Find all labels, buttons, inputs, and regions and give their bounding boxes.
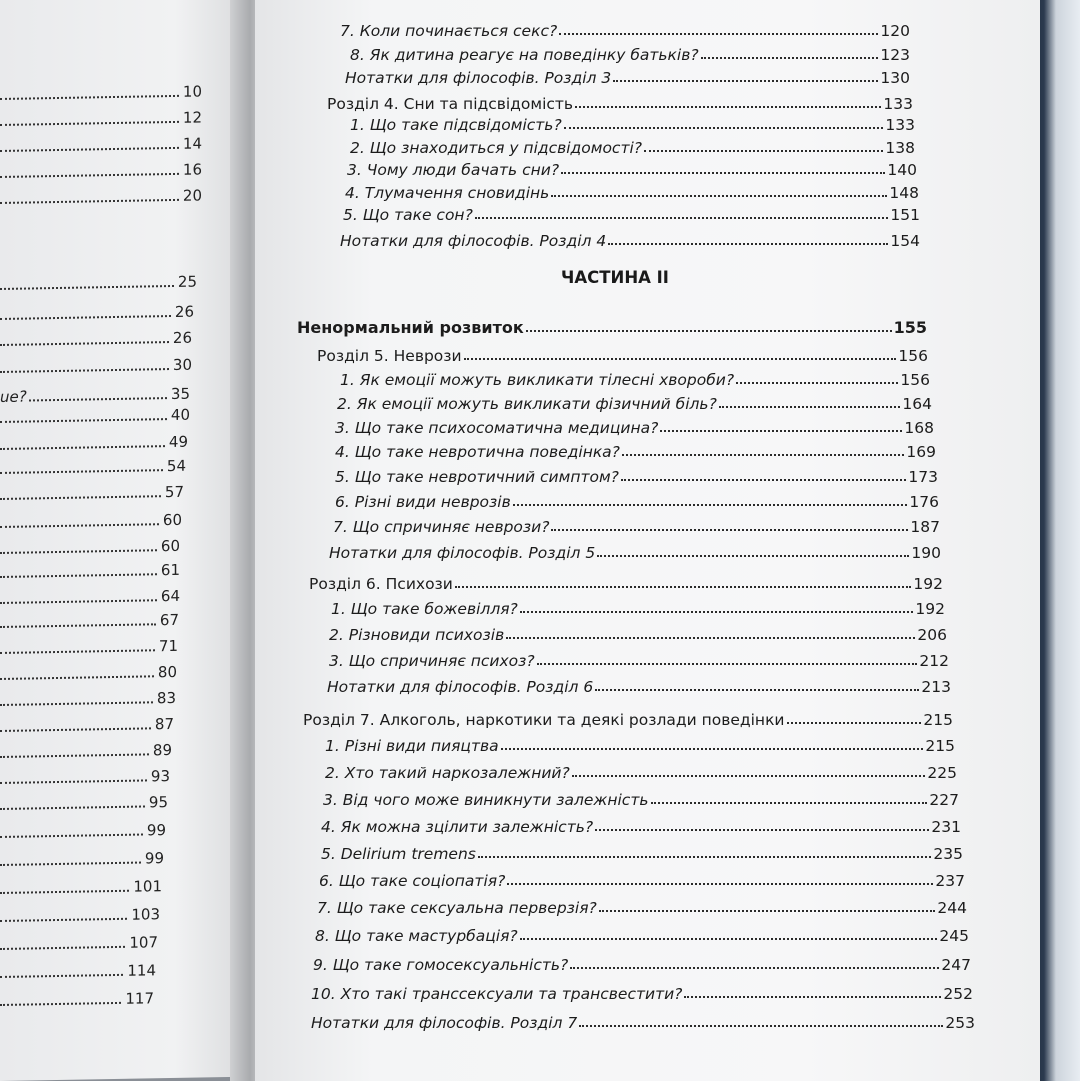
toc-entry-title: 7. Що спричиняє неврози? — [333, 518, 550, 536]
toc-entry-title: 4. Як можна зцілити залежність? — [321, 818, 594, 836]
left-toc-entry-page: 16 — [182, 160, 202, 179]
toc-entry — [325, 731, 955, 755]
left-toc-entry-page: 87 — [154, 714, 174, 734]
leader-dots — [599, 910, 936, 912]
toc-entry-title: Розділ 5. Неврози — [317, 347, 462, 365]
left-toc-entry — [0, 325, 192, 350]
toc-entry-title: Нотатки для філософів. Розділ 7 — [311, 1014, 578, 1032]
left-toc-entry — [0, 929, 158, 954]
left-toc-entry — [0, 130, 202, 156]
toc-entry-title: 4. Тлумачення сновидінь — [345, 184, 550, 202]
toc-entry — [335, 413, 934, 437]
toc-entry — [333, 512, 940, 536]
leader-dots — [0, 315, 171, 320]
toc-entry-title: Нотатки для філософів. Розділ 6 — [327, 678, 594, 696]
left-page — [0, 0, 250, 1081]
toc-entry-title: 2. Що знаходиться у підсвідомості? — [350, 139, 643, 157]
toc-entry-title: 10. Хто такі транссексуали та трансвестити? — [311, 985, 683, 1003]
leader-dots — [0, 805, 145, 810]
toc-entry-page: 130 — [880, 69, 910, 87]
left-toc-entry — [0, 711, 174, 736]
left-toc-entry — [0, 901, 160, 926]
toc-entry-title: Розділ 6. Психози — [309, 575, 453, 593]
toc-entry — [317, 341, 928, 365]
toc-entry-title: 5. Delirium tremens — [321, 845, 476, 863]
leader-dots — [464, 358, 897, 360]
left-toc-entry-page: 60 — [162, 510, 182, 530]
leader-dots — [455, 586, 912, 588]
leader-dots — [0, 121, 179, 126]
leader-dots — [0, 946, 125, 950]
toc-entry-page: 244 — [937, 899, 967, 917]
leader-dots — [0, 675, 154, 680]
toc-entry — [311, 979, 973, 1003]
toc-entry — [335, 487, 939, 511]
toc-entry — [329, 620, 947, 644]
toc-entry-title: 2. Різновиди психозів — [329, 626, 505, 644]
toc-entry — [345, 178, 919, 202]
left-toc-entry-page: 117 — [125, 989, 154, 1008]
left-toc-entry — [0, 789, 168, 814]
toc-entry-title: Розділ 7. Алкоголь, наркотики та деякі розлади поведінки — [303, 711, 785, 729]
leader-dots — [0, 95, 179, 100]
toc-entry-page: 133 — [883, 95, 913, 113]
toc-entry-title: 1. Що таке підсвідомість? — [350, 116, 562, 134]
left-toc-entry — [0, 737, 172, 762]
left-toc-entry — [0, 182, 202, 208]
toc-entry — [323, 785, 959, 809]
leader-dots — [551, 195, 887, 197]
toc-entry-title: 3. Від чого може виникнути залежність — [323, 791, 649, 809]
toc-entry — [340, 365, 930, 389]
left-toc-entry — [0, 78, 202, 104]
toc-entry-title: 3. Чому люди бачать сни? — [347, 161, 560, 179]
left-toc-entry — [0, 429, 188, 454]
left-toc-entry — [0, 957, 156, 982]
leader-dots — [579, 1025, 943, 1027]
left-toc-entry-page: 107 — [129, 933, 158, 952]
leader-dots — [0, 418, 167, 423]
left-toc-entry-page: 71 — [158, 636, 178, 656]
leader-dots — [537, 663, 918, 665]
leader-dots — [0, 890, 129, 894]
toc-entry-page: 247 — [941, 956, 971, 974]
toc-entry — [303, 705, 953, 729]
toc-entry — [297, 313, 927, 337]
leader-dots — [0, 1002, 121, 1006]
toc-entry-title: 7. Що таке сексуальна перверзія? — [317, 899, 597, 917]
toc-entry-page: 235 — [933, 845, 963, 863]
leader-dots — [660, 430, 902, 432]
leader-dots — [513, 504, 908, 506]
toc-entry-title: 8. Як дитина реагує на поведінку батьків? — [350, 46, 699, 64]
toc-entry-page: 190 — [911, 544, 941, 562]
left-toc-entry — [0, 557, 180, 582]
toc-entry-title: 7. Коли починається секс? — [340, 22, 558, 40]
left-toc-entry — [0, 685, 176, 710]
leader-dots — [570, 967, 939, 969]
toc-entry-title: Нотатки для філософів. Розділ 3 — [345, 69, 612, 87]
leader-dots — [0, 368, 169, 373]
leader-dots — [0, 918, 127, 922]
left-toc-entry-page: 114 — [127, 961, 156, 980]
toc-entry-page: 156 — [900, 371, 930, 389]
left-toc-entry-page: 40 — [170, 405, 190, 425]
left-toc-entry-page: 49 — [168, 432, 188, 452]
leader-dots — [595, 689, 919, 691]
left-toc-entry-page: 14 — [182, 134, 202, 153]
left-toc-entry-page: 103 — [131, 905, 160, 924]
toc-entry-page: 133 — [885, 116, 915, 134]
leader-dots — [0, 779, 147, 784]
leader-dots — [0, 469, 163, 474]
left-toc-entry-page: 12 — [182, 108, 202, 127]
leader-dots — [684, 996, 941, 998]
toc-entry — [347, 155, 917, 179]
leader-dots — [572, 775, 926, 777]
toc-entry-title: 6. Різні види неврозів — [335, 493, 511, 511]
toc-entry — [313, 950, 971, 974]
leader-dots — [0, 649, 155, 654]
left-toc-entry — [0, 352, 192, 377]
leader-dots — [597, 555, 909, 557]
toc-entry-title: Розділ 4. Сни та підсвідомість — [327, 95, 574, 113]
toc-entry-page: 156 — [898, 347, 928, 365]
leader-dots — [475, 217, 889, 219]
leader-dots — [0, 445, 165, 450]
leader-dots — [613, 80, 878, 82]
left-toc-entry — [0, 763, 170, 788]
leader-dots — [0, 523, 159, 528]
toc-entry-title: Нотатки для філософів. Розділ 5 — [329, 544, 596, 562]
toc-entry-page: 206 — [917, 626, 947, 644]
left-toc-entry-page: 26 — [172, 328, 192, 347]
toc-entry-page: 192 — [915, 600, 945, 618]
leader-dots — [0, 623, 156, 628]
toc-entry — [343, 200, 920, 224]
toc-entry-page: 169 — [906, 443, 936, 461]
toc-entry-page: 154 — [890, 232, 920, 250]
toc-entry — [329, 538, 941, 562]
left-toc-entry — [0, 845, 164, 870]
left-toc-entry — [0, 479, 184, 504]
leader-dots — [520, 938, 938, 940]
toc-entry — [350, 40, 910, 64]
toc-entry-page: 245 — [939, 927, 969, 945]
leader-dots — [0, 834, 143, 838]
leader-dots — [0, 573, 157, 578]
left-toc-entry-page: 64 — [160, 586, 180, 606]
left-toc-entry-page: 101 — [133, 877, 162, 896]
toc-entry-title: 1. Як емоції можуть викликати тілесні хвороби? — [340, 371, 735, 389]
toc-entry — [345, 63, 910, 87]
toc-entry-page: 213 — [921, 678, 951, 696]
leader-dots — [507, 883, 933, 885]
toc-entry-page: 173 — [908, 468, 938, 486]
part-heading: ЧАСТИНА II — [561, 268, 669, 287]
toc-entry — [325, 758, 957, 782]
toc-entry — [321, 839, 963, 863]
toc-entry-title: 3. Що таке психосоматична медицина? — [335, 419, 659, 437]
leader-dots — [0, 727, 151, 732]
toc-entry-page: 187 — [910, 518, 940, 536]
left-toc-entry — [0, 633, 178, 658]
left-toc-entry-page: 26 — [174, 302, 194, 321]
leader-dots — [561, 172, 885, 174]
toc-entry-page: 168 — [904, 419, 934, 437]
toc-entry-page: 215 — [925, 737, 955, 755]
toc-entry-page: 164 — [902, 395, 932, 413]
leader-dots — [559, 33, 878, 35]
leader-dots — [622, 454, 904, 456]
toc-entry-page: 212 — [919, 652, 949, 670]
toc-entry-title: 5. Що таке сон? — [343, 206, 473, 224]
left-toc-entry — [0, 402, 190, 427]
right-page — [255, 0, 1040, 1081]
leader-dots — [0, 599, 157, 604]
leader-dots — [736, 382, 898, 384]
leader-dots — [0, 701, 153, 706]
toc-entry-page: 140 — [887, 161, 917, 179]
left-toc-entry-page: 95 — [148, 793, 168, 812]
leader-dots — [701, 57, 879, 59]
toc-entry — [327, 672, 951, 696]
leader-dots — [0, 173, 179, 178]
left-toc-entry — [0, 299, 194, 324]
toc-entry-title: 1. Різні види пияцтва — [325, 737, 499, 755]
toc-entry — [309, 569, 943, 593]
toc-entry — [329, 646, 949, 670]
left-toc-entry-page: 57 — [164, 482, 184, 502]
left-toc-entry-page: 60 — [160, 536, 180, 556]
left-toc-entry-page: 99 — [146, 821, 166, 840]
left-toc-entry-page: 20 — [182, 186, 202, 205]
leader-dots — [0, 862, 141, 866]
left-toc-entry-page: 35 — [170, 384, 190, 404]
left-toc-entry — [0, 533, 180, 558]
left-toc-entry — [0, 104, 202, 130]
leader-dots — [651, 802, 928, 804]
leader-dots — [0, 753, 149, 758]
toc-entry-page: 237 — [935, 872, 965, 890]
leader-dots — [0, 285, 174, 290]
left-toc-entry-page: 61 — [160, 560, 180, 580]
left-toc-entry-page: 93 — [150, 767, 170, 786]
toc-entry-title: 2. Як емоції можуть викликати фізичний біль? — [337, 395, 717, 413]
toc-entry — [350, 110, 915, 134]
left-toc-entry-page: 25 — [177, 272, 197, 291]
toc-entry-title: 4. Що таке невротична поведінка? — [335, 443, 620, 461]
toc-entry — [340, 16, 910, 40]
left-toc-entry — [0, 873, 162, 898]
leader-dots — [644, 150, 883, 152]
left-toc-entry — [0, 156, 202, 182]
toc-entry-title: 3. Що спричиняє психоз? — [329, 652, 535, 670]
toc-entry-title: 6. Що таке соціопатія? — [319, 872, 506, 890]
toc-entry — [311, 1008, 975, 1032]
toc-entry-title: Нотатки для філософів. Розділ 4 — [340, 232, 607, 250]
toc-entry — [335, 462, 938, 486]
left-toc-entry-title: ue? — [0, 387, 27, 406]
toc-entry-page: 151 — [890, 206, 920, 224]
left-toc-entry-page: 54 — [166, 456, 186, 476]
left-toc-entry — [0, 269, 197, 294]
toc-entry-page: 231 — [931, 818, 961, 836]
toc-entry-page: 192 — [913, 575, 943, 593]
toc-entry-title: 8. Що таке мастурбація? — [315, 927, 518, 945]
leader-dots — [506, 637, 915, 639]
leader-dots — [0, 974, 123, 978]
left-toc-entry — [0, 985, 154, 1010]
toc-entry-page: 215 — [923, 711, 953, 729]
leader-dots — [0, 495, 161, 500]
toc-entry — [340, 226, 920, 250]
toc-entry — [319, 866, 965, 890]
leader-dots — [0, 549, 157, 554]
leader-dots — [551, 529, 908, 531]
toc-entry-title: 1. Що таке божевілля? — [331, 600, 518, 618]
toc-entry-page: 253 — [945, 1014, 975, 1032]
left-toc-entry — [0, 607, 179, 632]
left-toc-entry — [0, 583, 180, 608]
leader-dots — [608, 243, 888, 245]
toc-entry-page: 120 — [880, 22, 910, 40]
left-toc-entry — [0, 817, 166, 842]
leader-dots — [526, 330, 892, 332]
leader-dots — [595, 829, 929, 831]
toc-entry — [337, 389, 932, 413]
leader-dots — [0, 341, 169, 346]
toc-entry — [335, 437, 936, 461]
leader-dots — [0, 147, 179, 152]
left-toc-entry — [0, 453, 186, 478]
toc-entry — [317, 893, 967, 917]
left-toc-entry-page: 30 — [172, 355, 192, 374]
toc-entry-page: 148 — [889, 184, 919, 202]
toc-entry-title: 5. Що таке невротичний симптом? — [335, 468, 619, 486]
toc-entry-page: 138 — [885, 139, 915, 157]
leader-dots — [501, 748, 924, 750]
left-toc-entry-page: 10 — [182, 82, 202, 101]
leader-dots — [719, 406, 901, 408]
leader-dots — [564, 127, 884, 129]
toc-entry-page: 225 — [927, 764, 957, 782]
leader-dots — [29, 397, 167, 401]
left-toc-entry-page: 89 — [152, 740, 172, 760]
toc-entry-page: 155 — [893, 318, 927, 337]
toc-entry-page: 176 — [909, 493, 939, 511]
toc-entry — [350, 133, 915, 157]
left-toc-entry-page: 80 — [157, 662, 177, 682]
left-toc-entry-page: 99 — [144, 849, 164, 868]
toc-entry-page: 252 — [943, 985, 973, 1003]
leader-dots — [478, 856, 932, 858]
table-of-contents — [255, 0, 1040, 1081]
toc-entry — [315, 921, 969, 945]
leader-dots — [0, 199, 179, 204]
toc-entry-title: 2. Хто такий наркозалежний? — [325, 764, 570, 782]
toc-entry — [331, 594, 945, 618]
toc-entry-title: Ненормальний розвиток — [297, 318, 524, 337]
left-toc-entry — [0, 659, 177, 684]
toc-entry-page: 123 — [880, 46, 910, 64]
toc-entry-title: 9. Що таке гомосексуальність? — [313, 956, 569, 974]
left-toc-entry-page: 67 — [159, 610, 179, 630]
toc-entry-page: 227 — [929, 791, 959, 809]
toc-entry — [321, 812, 961, 836]
leader-dots — [787, 722, 922, 724]
left-toc-entry — [0, 507, 182, 532]
leader-dots — [575, 106, 881, 108]
left-toc-entry-page: 83 — [156, 688, 176, 708]
leader-dots — [520, 611, 914, 613]
leader-dots — [621, 479, 907, 481]
